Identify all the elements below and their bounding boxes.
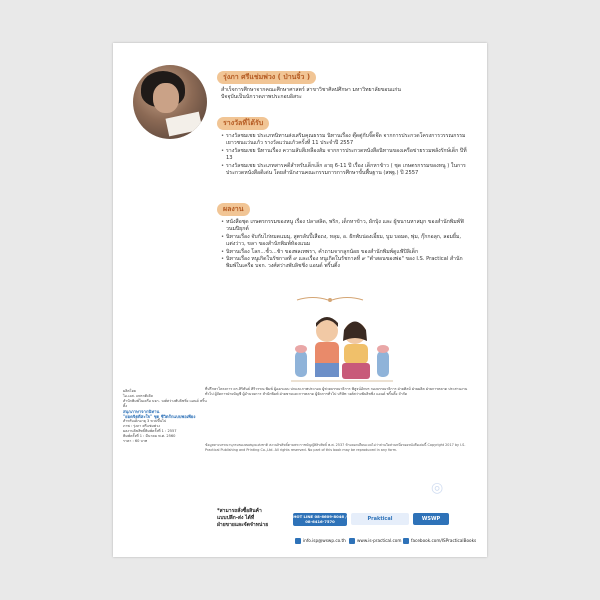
award-item: • รางวัลชมเชย ประเภทสารคดีสำหรับเด็กเล็ก อายุ 6-11 ปี เรื่อง เด็กหาข้าว ( ชุด เกษตรกรรมของหนู ) ในการประกวดหนังสือดีเด่น โดยสำนักงานคณะกรรมการการศึกษาขั้นพื้นฐาน (สพฐ.) ปี 2557 [221,163,471,178]
order-info [217,508,287,529]
watermark: ◎ [431,480,444,496]
order-line: ฝ่ายขายและจัดจำหน่าย [217,522,269,528]
email-contact[interactable] [295,538,346,544]
thai-couple-illustration [289,305,395,389]
author-bio-line1: สำเร็จการศึกษาจากคณะศึกษาศาสตร์ สาขาวิชาศิลปศึกษา มหาวิทยาลัยขอนแก่น [221,87,401,93]
praktical-logo: Praktical [351,513,409,525]
ornament-divider-icon [295,295,365,305]
sidebar-line: พิมพ์ครั้งที่ 1 : มีนาคม พ.ศ. 2560 [123,434,176,438]
website-contact[interactable] [349,538,401,544]
series-title: สนุกภาษาจากนิทาน [123,409,160,414]
facebook-icon [403,538,409,544]
work-item: • นิทานเรื่อง โลก...ชั้ว...ช้า ของพลเทพรา, คำถามจากลูกน้อย ของสำนักพิมพ์ดูแฟ้ปิลิเด็ก [221,249,471,256]
author-name-tag: รุ่งภา ศรีแช่มพ่วง ( ป่านจิ๋ว ) [217,71,316,84]
author-bio [221,87,481,102]
sidebar-line: ผลิตโดย [123,389,137,393]
award-item: • รางวัลชมเชย นิทานเรื่อง ความลับสีเหลืองส้ม จากการประกวดหนังสือนิทานของเครือข่ายรวมพลังรักษ์เด็ก ปีที่ 13 [221,148,471,163]
author-photo [133,65,207,139]
globe-icon [349,538,355,544]
sidebar-line: สำหรับเด็กอายุ 3 ขวบขึ้นไป [123,419,167,423]
hotline-badge[interactable]: HOT LINE 08-6609-8046 / 08-6416-7570 [293,514,347,524]
order-line: *สามารถสั่งซื้อสินค้า [217,508,262,514]
order-line: แบบปลีก-ส่ง ได้ที่ [217,515,255,521]
facebook-contact[interactable] [403,538,476,544]
sidebar-line: ผลงานลิขสิทธิ์พิมพ์ครั้งที่ 1 : 2557 [123,429,177,433]
email-icon [295,538,301,544]
credits-block: ที่ปรึกษาโครงการ ดร.สิริพันธ์ ศิริวรรณ พิมพ์ ผู้ออกแบบ ปกและภาพประกอบ ผู้ช่วยบรรณาธิการ พิสูจน์อักษร กองบรรณาธิการ ฝ่ายศิลป์ ฝ่ายผลิต ฝ่ายการตลาด ประสานงานทั่วไป ผู้จัดการฝ่ายบัญชี ผู้อำนวยการ สำนักพิมพ์ ฝ่ายขายและการตลาด ผู้จัดการทั่วไป บริษัท วงศ์สว่างพับลิชชิ่ง แอนด์ พริ้นติ้ง จำกัด [205,387,468,397]
sidebar-line: สำนักพิมพ์ในเครือ บจก. วงศ์สว่างพับลิชชิ่ง แอนด์ พริ้นติ้ง [123,399,207,408]
awards-title-tag: รางวัลที่ได้รับ [217,117,269,130]
email-text: info.isp@wswp.co.th [303,538,346,543]
sidebar-line: ไอ.เอส. แพรกติเคิล [123,394,153,398]
work-item: • หนังสือชุด เกษตรกรรมของหนู เรื่อง ปลาสลิด, พริก, เด็กหาข้าว, ผักบุ้ง และ ผู้ขนานหาสมุก ของสำนักพิมพ์ฟิวนมปิยุกต์ [221,219,471,234]
work-item: • นิทานเรื่อง จับกับไก่หมดแมมุ, สูตรลับปี้เสือถง, หลุม, อ. ฝักพับน่องเอี้ยม, บูม บอมด, พุ่ม, กุ๊กกอลุก, ลอมยิ้ม, แต่งว่าว, ขลา ของสำนักพิมพ์ห้องแนม [221,234,471,249]
works-list [221,219,471,271]
awards-list [221,133,471,177]
book-page [113,43,487,557]
website-text: www.is-practical.com [357,538,402,543]
price-line: ราคา : 60 บาท [123,439,148,443]
legal-text: ข้อมูลทางบรรณานุกรมของหอสมุดแห่งชาติ สงวนลิขสิทธิ์ตามพระราชบัญญัติลิขสิทธิ์ พ.ศ. 2537 ห้ามลอกเลียนแบบไม่ว่าส่วนใดส่วนหนึ่งของหนังสือเล่มนี้ Copyright 2017 by I.S. Practical Publishing and Printing Co.,Ltd. All rights reserved. No part of this book may be reproduced in any form. [205,443,466,452]
publisher-sidebar [123,389,207,444]
work-item: • นิทานเรื่อง หนูเกิดในรัชกาลที่ ๙ และเรื่อง หนูเกิดในรัชกาลที่ ๙ "ตำสอนของพ่อ" ของ I.S. Practical สำนักพิมพ์ในเครือ บจก. วงศ์สว่างพับลิชชิ่ง แอนด์ พริ้นติ้ง [221,256,471,271]
author-bio-line2: ปัจจุบันเป็นนักวาดภาพประกอบอิสระ [221,94,302,101]
works-title-tag: ผลงาน [217,203,250,216]
wswp-logo: WSWP [413,513,449,525]
award-item: • รางวัลชมเชย ประเภทนิทานส่งเสริมคุณธรรม นิทานเรื่อง ตุ๊ดตู่กับจี๊ดจ๊ด จากการประกวดโครงการวรรณกรรมเยาวชนแว่นแก้ว รางวัลแว่นแก้วครั้งที่ 11 ประจำปี 2557 [221,133,471,148]
series-name: "ยอดจิตดีสะใจ" ชุด ชีวิตรักแบบพอเพียง [123,414,196,419]
sidebar-line: ภาพ : รุ่งภา ศรีแช่มพ่วง [123,424,160,428]
facebook-text: facebook.com/ISPracticalBooks [411,538,477,543]
